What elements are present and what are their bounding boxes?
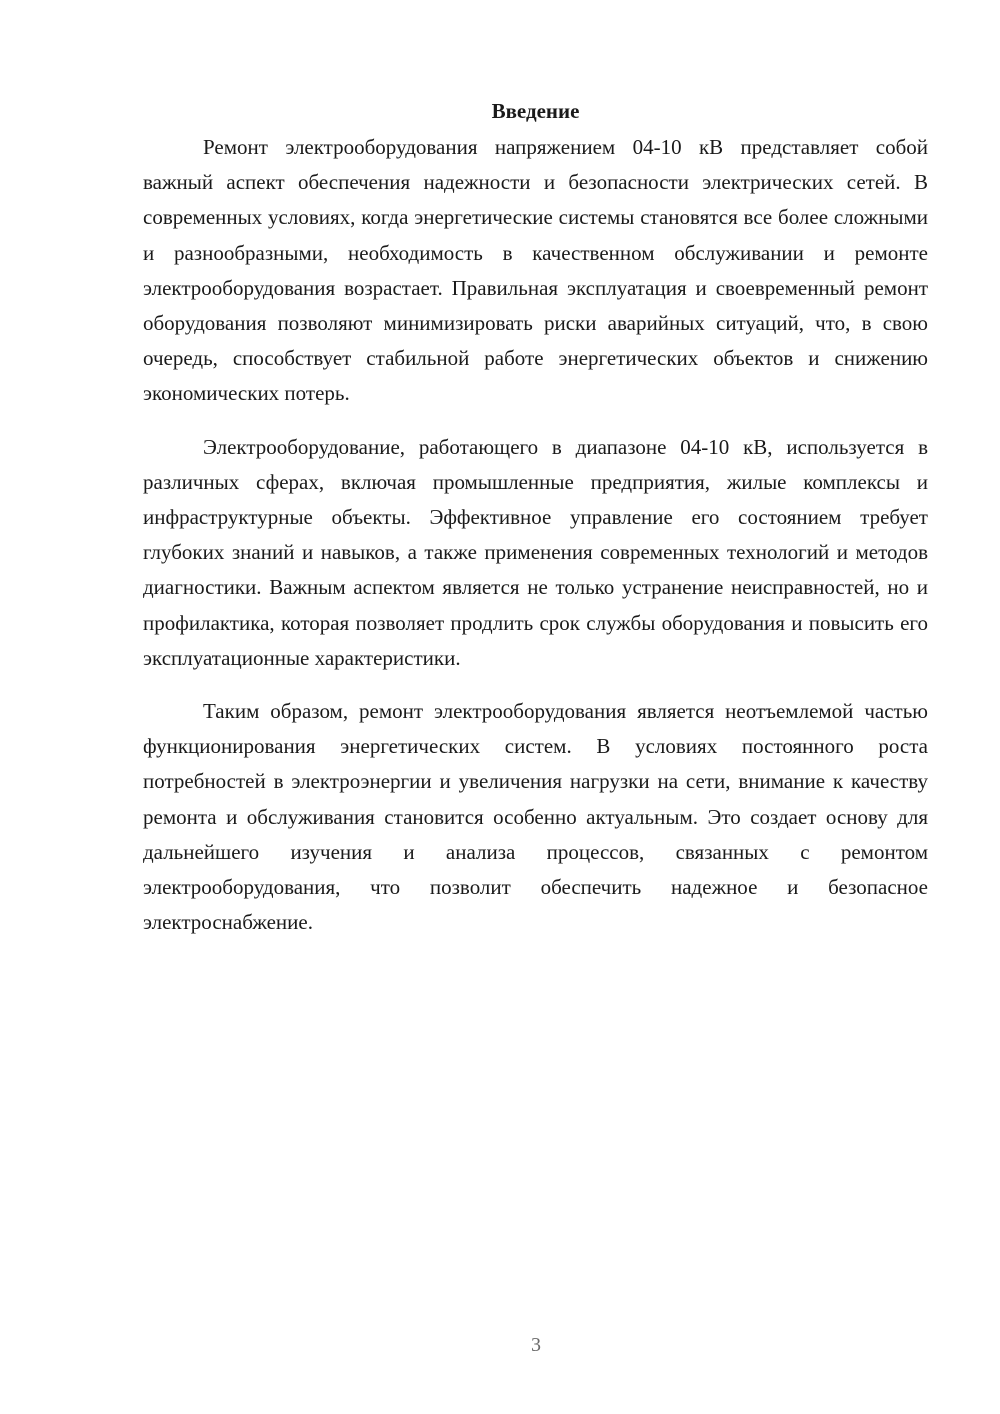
paragraph-1: Ремонт электрооборудования напряжением 04-10 кВ представляет собой важный аспект обеспечения надежности и безопасности электрических сетей. В современных условиях, когда энергетические системы становятся все более сложными и разнообразными, необходимость в качественном обслуживании и ремонте электрооборудования возрастает. Правильная эксплуатация и своевременный ремонт оборудования позволяют минимизировать риски аварийных ситуаций, что, в свою очередь, способствует стабильной работе энергетических объектов и снижению экономических потерь.	[143, 135, 928, 406]
section-heading: Введение	[491, 99, 580, 123]
paragraph-2: Электрооборудование, работающего в диапазоне 04-10 кВ, используется в различных сферах, включая промышленные предприятия, жилые комплексы и инфраструктурные объекты. Эффективное управление его состоянием требует глубоких знаний и навыков, а также применения современных технологий и методов диагностики. Важным аспектом является не только устранение неисправностей, но и профилактика, которая позволяет продлить срок службы оборудования и повысить его эксплуатационные характеристики.	[143, 434, 928, 670]
paragraph-3: Таким образом, ремонт электрооборудования является неотъемлемой частью функционирования энергетических систем. В условиях постоянного роста потребностей в электроэнергии и увеличения нагрузки на сети, внимание к качеству ремонта и обслуживания становится особенно актуальным. Это создает основу для дальнейшего изучения и анализа процессов, связанных с ремонтом электрооборудования, что позволит обеспечить надежное и безопасное электроснабжение.	[143, 699, 928, 935]
page-number: 3	[531, 1334, 541, 1356]
page-content	[143, 96, 928, 958]
